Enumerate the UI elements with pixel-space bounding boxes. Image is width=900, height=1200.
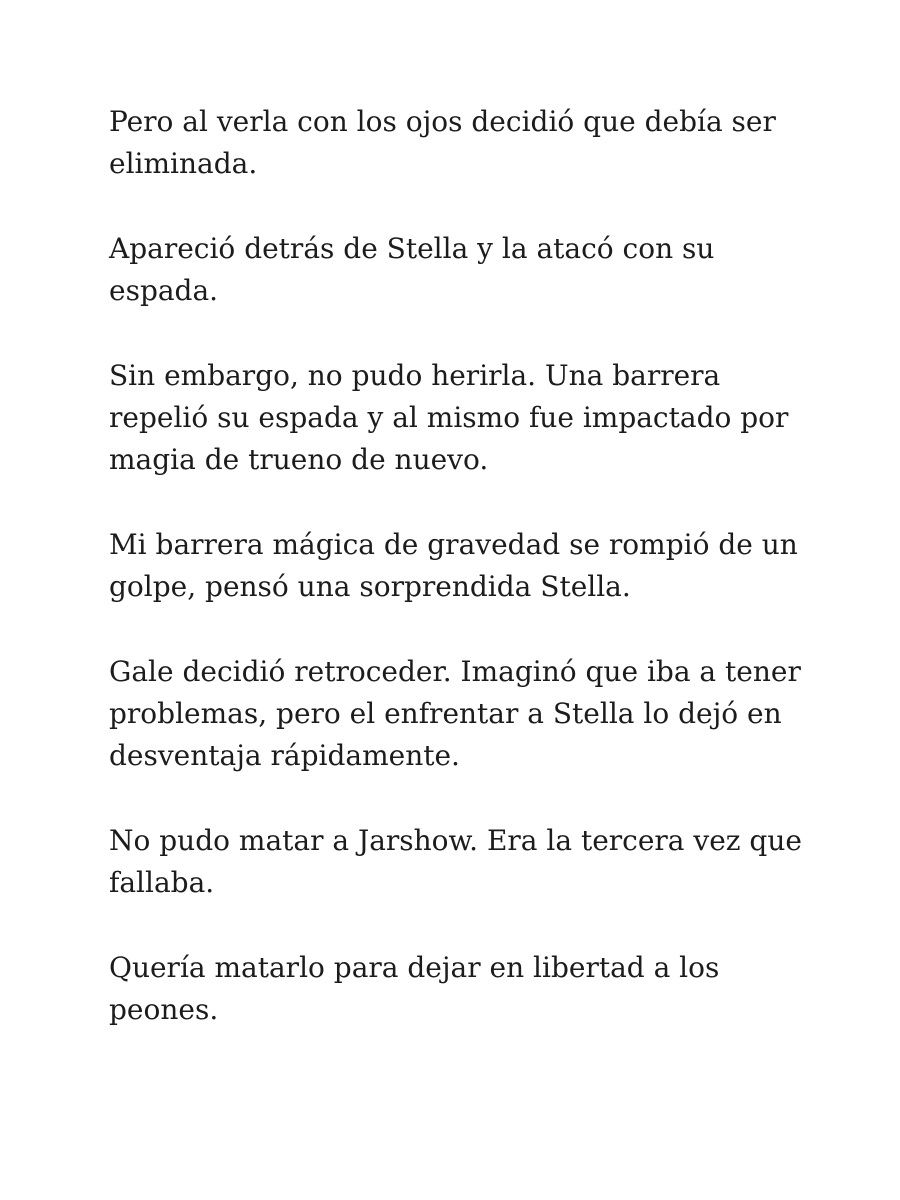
text-line: peones. xyxy=(109,993,219,1026)
paragraph-6 xyxy=(109,820,809,904)
text-line: desventaja rápidamente. xyxy=(109,739,460,772)
paragraph-4 xyxy=(109,524,809,608)
text-line: magia de trueno de nuevo. xyxy=(109,443,489,476)
text-line: problemas, pero el enfrentar a Stella lo dejó en xyxy=(109,697,782,730)
text-line: No pudo matar a Jarshow. Era la tercera vez que xyxy=(109,824,802,857)
paragraph-2 xyxy=(109,228,809,312)
text-line: espada. xyxy=(109,274,219,307)
text-line: Gale decidió retroceder. Imaginó que iba a tener xyxy=(109,655,801,688)
paragraph-5 xyxy=(109,651,809,777)
text-line: Pero al verla con los ojos decidió que debía ser xyxy=(109,105,776,138)
paragraph-7 xyxy=(109,947,809,1031)
paragraph-1 xyxy=(109,101,809,185)
text-line: golpe, pensó una sorprendida Stella. xyxy=(109,570,631,603)
text-line: repelió su espada y al mismo fue impactado por xyxy=(109,401,789,434)
text-line: Apareció detrás de Stella y la atacó con su xyxy=(109,232,715,265)
text-line: Sin embargo, no pudo herirla. Una barrera xyxy=(109,359,721,392)
text-line: fallaba. xyxy=(109,866,215,899)
text-line: Quería matarlo para dejar en libertad a los xyxy=(109,951,720,984)
text-line: Mi barrera mágica de gravedad se rompió de un xyxy=(109,528,798,561)
paragraph-3 xyxy=(109,355,809,481)
document-body xyxy=(109,101,809,1074)
text-line: eliminada. xyxy=(109,147,258,180)
